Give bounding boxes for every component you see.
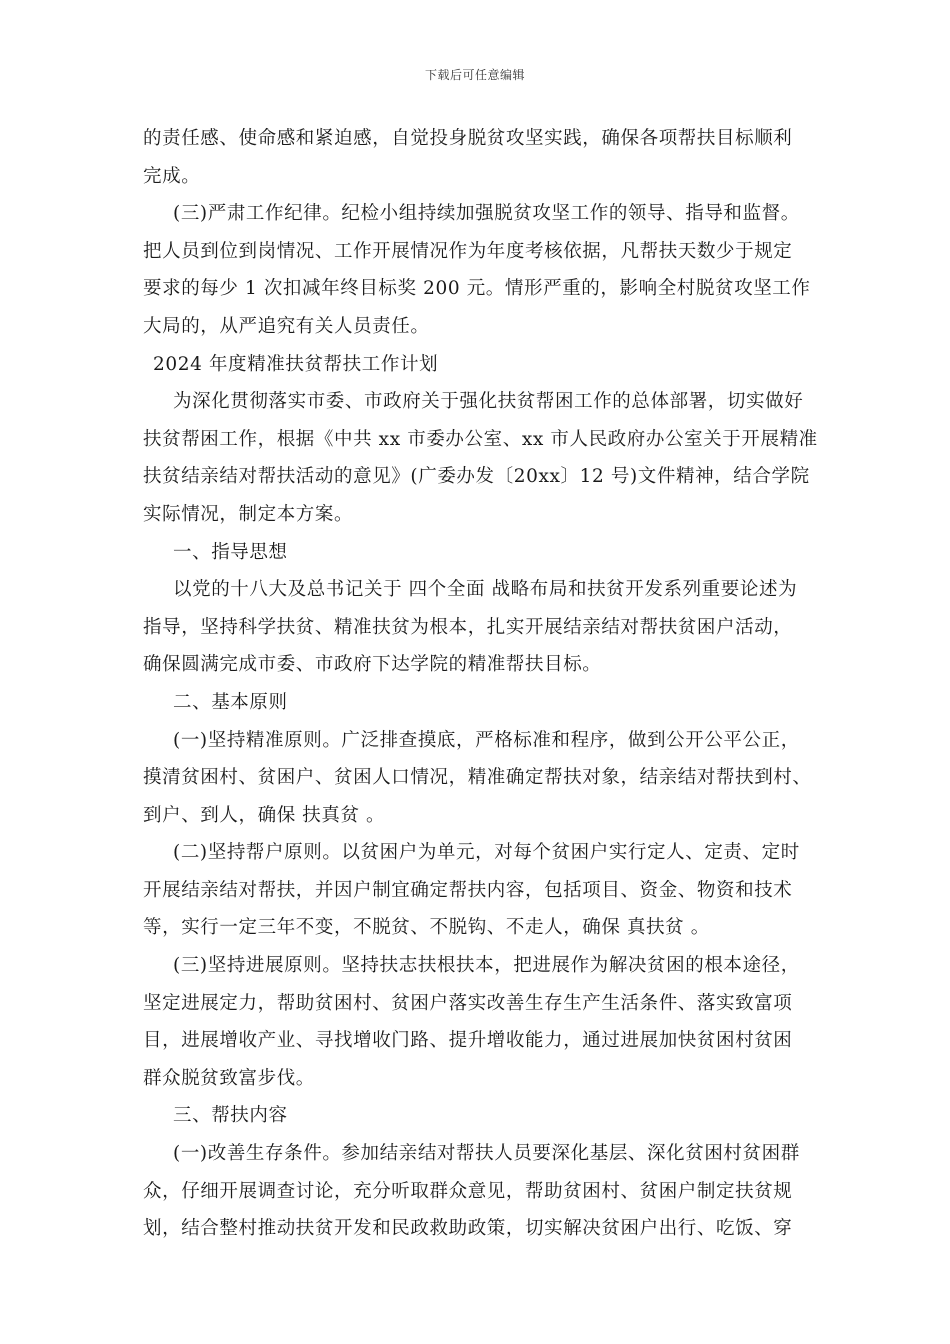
text-line: 大局的，从严追究有关人员责任。 — [143, 315, 430, 337]
text-line: (三)坚持进展原则。坚持扶志扶根扶本，把进展作为解决贫困的根本途径， — [173, 955, 800, 977]
text-line: 把人员到位到岗情况、工作开展情况作为年度考核依据，凡帮扶天数少于规定 — [143, 240, 793, 262]
text-line: 一、指导思想 — [173, 541, 288, 563]
text-line: 的责任感、使命感和紧迫感，自觉投身脱贫攻坚实践，确保各项帮扶目标顺利 — [143, 128, 793, 149]
text-line: 摸清贫困村、贫困户、贫困人口情况，精准确定帮扶对象，结亲结对帮扶到村、 — [143, 767, 812, 789]
text-line: 完成。 — [143, 165, 201, 187]
text-line: 实际情况，制定本方案。 — [143, 503, 354, 525]
text-line: 扶贫帮困工作，根据《中共 xx 市委办公室、xx 市人民政府办公室关于开展精准 — [143, 428, 818, 450]
document-body — [143, 120, 818, 1248]
page-header-note: 下载后可任意编辑 — [424, 68, 525, 82]
document-title: 2024 年度精准扶贫帮扶工作计划 — [153, 353, 439, 375]
text-line: (一)改善生存条件。参加结亲结对帮扶人员要深化基层、深化贫困村贫困群 — [173, 1143, 800, 1165]
text-line: 到户、到人，确保 扶真贫 。 — [143, 804, 386, 826]
text-line: 以党的十八大及总书记关于 四个全面 战略布局和扶贫开发系列重要论述为 — [173, 579, 798, 601]
text-line: 目，进展增收产业、寻找增收门路、提升增收能力，通过进展加快贫困村贫困 — [143, 1030, 793, 1052]
text-line: 要求的每少 1 次扣减年终目标奖 200 元。情形严重的，影响全村脱贫攻坚工作 — [143, 278, 811, 300]
text-line: 坚定进展定力，帮助贫困村、贫困户落实改善生存生产生活条件、落实致富项 — [143, 992, 793, 1014]
text-line: 为深化贯彻落实市委、市政府关于强化扶贫帮困工作的总体部署，切实做好 — [173, 391, 804, 413]
text-line: 指导，坚持科学扶贫、精准扶贫为根本，扎实开展结亲结对帮扶贫困户活动， — [143, 616, 793, 638]
text-line: 扶贫结亲结对帮扶活动的意见》(广委办发〔20xx〕12 号)文件精神，结合学院 — [143, 466, 810, 488]
text-line: (三)严肃工作纪律。纪检小组持续加强脱贫攻坚工作的领导、指导和监督。 — [173, 203, 800, 225]
text-line: 二、基本原则 — [173, 691, 288, 713]
text-line: 三、帮扶内容 — [173, 1105, 288, 1127]
text-line: 群众脱贫致富步伐。 — [143, 1067, 315, 1089]
text-line: 开展结亲结对帮扶，并因户制宜确定帮扶内容，包括项目、资金、物资和技术 — [143, 879, 793, 901]
text-line: 等，实行一定三年不变，不脱贫、不脱钩、不走人，确保 真扶贫 。 — [143, 917, 710, 939]
text-line: 众，仔细开展调查讨论，充分听取群众意见，帮助贫困村、贫困户制定扶贫规 — [143, 1180, 793, 1202]
text-line: 划，结合整村推动扶贫开发和民政救助政策，切实解决贫困户出行、吃饭、穿 — [143, 1218, 793, 1240]
text-line: 确保圆满完成市委、市政府下达学院的精准帮扶目标。 — [143, 654, 602, 676]
text-line: (一)坚持精准原则。广泛排查摸底，严格标准和程序，做到公开公平公正， — [173, 729, 800, 751]
text-line: (二)坚持帮户原则。以贫困户为单元，对每个贫困户实行定人、定责、定时 — [173, 842, 800, 864]
